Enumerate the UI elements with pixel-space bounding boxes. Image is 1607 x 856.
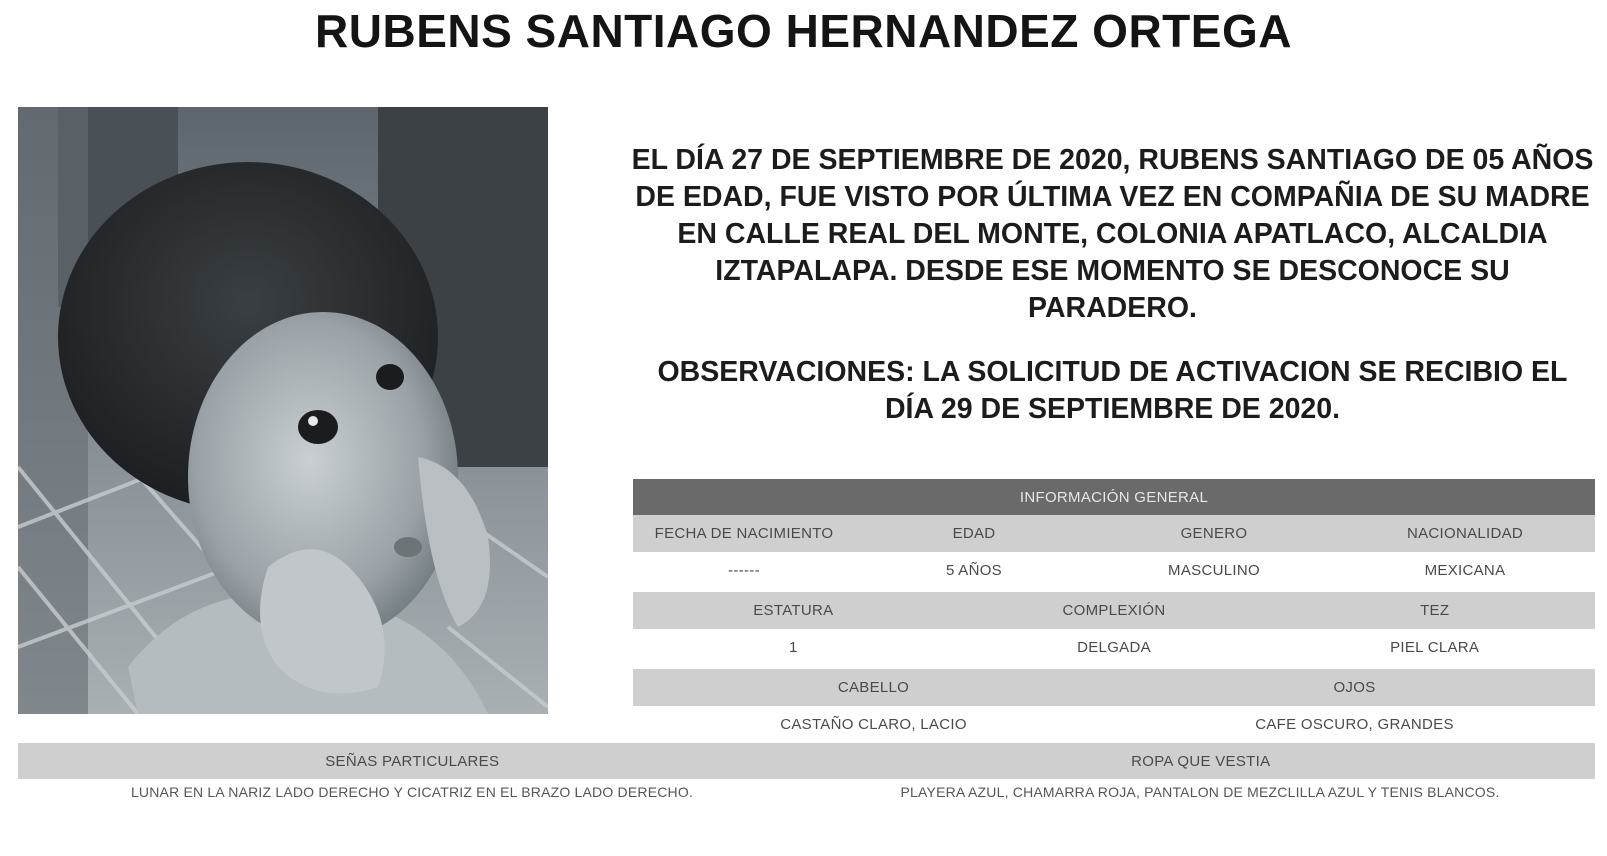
- value-age: 5 AÑOS: [946, 562, 1002, 579]
- distinctive-marks-text: LUNAR EN LA NARIZ LADO DERECHO Y CICATRIZ EN EL BRAZO LADO DERECHO.: [130, 784, 694, 800]
- page-title: RUBENS SANTIAGO HERNANDEZ ORTEGA: [315, 5, 1292, 57]
- label-birthdate: FECHA DE NACIMIENTO: [654, 525, 834, 542]
- clothing-text: PLAYERA AZUL, CHAMARRA ROJA, PANTALON DE MEZCLILLA AZUL Y TENIS BLANCOS.: [900, 784, 1500, 800]
- child-photo-image: [18, 107, 548, 714]
- bottom-labels: [18, 743, 1595, 779]
- value-hair: CASTAÑO CLARO, LACIO: [780, 716, 967, 733]
- label-clothing: ROPA QUE VESTIA: [1131, 752, 1271, 770]
- value-complexion: PIEL CLARA: [1390, 639, 1480, 656]
- label-eyes: OJOS: [1333, 679, 1376, 696]
- label-build: COMPLEXIÓN: [1062, 602, 1166, 619]
- info-row3-labels: [633, 669, 1595, 706]
- value-birthdate: ------: [728, 562, 760, 579]
- value-eyes: CAFE OSCURO, GRANDES: [1255, 716, 1454, 733]
- info-header: [633, 479, 1595, 515]
- label-hair: CABELLO: [837, 679, 910, 696]
- value-height: 1: [789, 639, 798, 656]
- description-block: [630, 142, 1595, 428]
- info-row3-values: [633, 706, 1595, 743]
- info-row1-labels: [633, 515, 1595, 552]
- label-age: EDAD: [952, 525, 996, 542]
- info-row1-values: [633, 552, 1595, 589]
- info-row2-labels: [633, 592, 1595, 629]
- label-nationality: NACIONALIDAD: [1406, 525, 1524, 542]
- missing-description: EL DÍA 27 DE SEPTIEMBRE DE 2020, RUBENS SANTIAGO DE 05 AÑOS DE EDAD, FUE VISTO POR ÚLTIMA VEZ EN COMPAÑIA DE SU MADRE EN CALLE REAL DEL MONTE, COLONIA APATLACO, ALCALDIA IZTAPALAPA. DESDE ESE MOMENTO SE DESCONOCE SU PARADERO.: [631, 144, 1594, 324]
- label-gender: GENERO: [1180, 525, 1248, 542]
- child-photo: [18, 107, 548, 714]
- label-complexion: TEZ: [1420, 602, 1450, 619]
- label-distinctive-marks: SEÑAS PARTICULARES: [325, 752, 500, 770]
- value-build: DELGADA: [1077, 639, 1151, 656]
- label-height: ESTATURA: [753, 602, 834, 619]
- value-nationality: MEXICANA: [1424, 562, 1506, 579]
- value-gender: MASCULINO: [1168, 562, 1260, 579]
- info-row2-values: [633, 629, 1595, 666]
- info-header-label: INFORMACIÓN GENERAL: [1019, 488, 1209, 506]
- observations: OBSERVACIONES: LA SOLICITUD DE ACTIVACION SE RECIBIO EL DÍA 29 DE SEPTIEMBRE DE 2020.: [657, 356, 1568, 425]
